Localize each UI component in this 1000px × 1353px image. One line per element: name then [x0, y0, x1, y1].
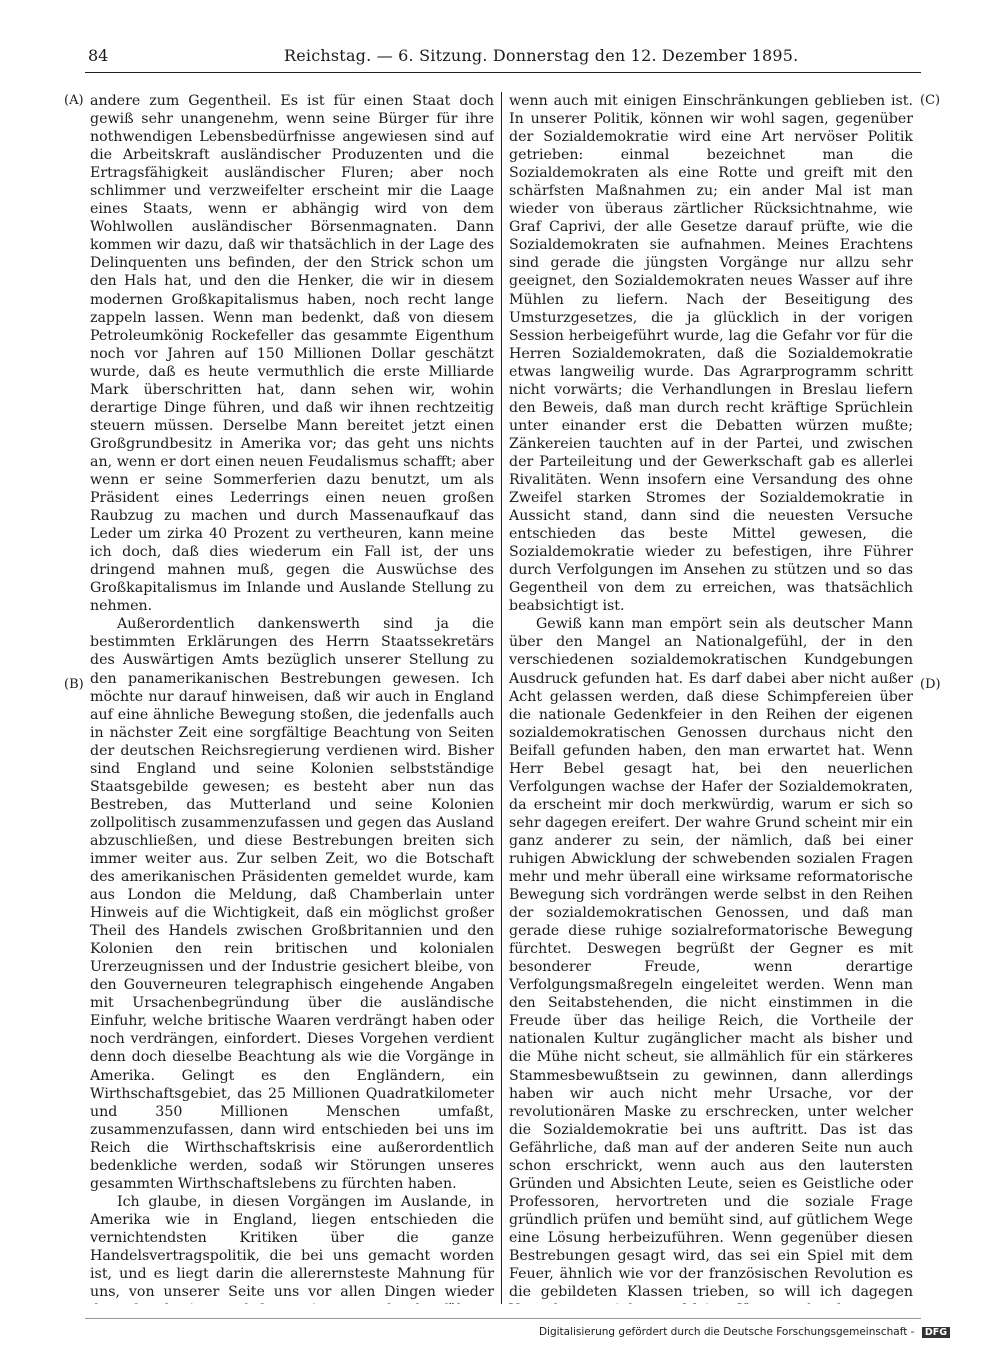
- left-paragraph-2: Außerordentlich dankenswerth sind ja die bestimmten Erklärungen des Herrn Staatssekretärs des Auswärtigen Amts bezüglich unserer Stellung zu den panamerikanischen Bestrebungen gewesen. Ich möchte nur darauf hinweisen, daß wir auch in England auf eine ähnliche Bewegung stoßen, die jedenfalls auch in nächster Zeit eine sorgfältige Beachtung von Seiten der deutschen Reichsregierung verdienen wird. Bisher sind England und seine Kolonien selbstständige Staatsgebilde gewesen; es besteht aber nun das Bestreben, das Mutterland und seine Kolonien zollpolitisch zusammenzufassen und gegen das Ausland abzuschließen, und diese Bestrebungen breiten sich immer weiter aus. Zur selben Zeit, wo die Botschaft des amerikanischen Präsidenten gemeldet wurde, kam aus London die Meldung, daß Chamberlain unter Hinweis auf die Wichtigkeit, daß ein möglichst großer Theil des Handels zwischen Großbritannien und den Kolonien den rein britischen und kolonialen Urerzeugnissen und der Industrie gesichert bleibe, von den Gouverneuren telegraphisch eingehende Angaben mit Ursachenbegründung über die ausländische Einfuhr, welche britische Waaren verdrängt haben oder noch verdrängen, einfordert. Dieses Vorgehen verdient denn doch dieselbe Beachtung als wie die Vorgänge in Amerika. Gelingt es den Engländern, ein Wirthschaftsgebiet, das 25 Millionen Quadratkilometer und 350 Millionen Menschen umfaßt, zusammenzufassen, dann wird entschieden bei uns im Reich die Wirthschaftskrisis eine außerordentlich bedenkliche werden, sodaß wir Störungen unseres gesammten Wirthschaftslebens zu fürchten haben.: [90, 616, 494, 1192]
- right-paragraph-2: Gewiß kann man empört sein als deutscher Mann über den Mangel an Nationalgefühl, der in den verschiedenen sozialdemokratischen Kundgebungen Ausdruck gefunden hat. Es darf dabei aber nicht außer Acht gelassen werden, daß diese Schimpfereien über die nationale Gedenkfeier in den Reihen der eigenen sozialdemokratischen Genossen durchaus nicht den Beifall gefunden haben, den man erwartet hat. Wenn Herr Bebel gesagt hat, bei den neuerlichen Verfolgungen wachse der Hafer der Sozialdemokraten, da erscheint mir doch merkwürdig, warum er sich so sehr dagegen ereifert. Der wahre Grund scheint mir ein ganz anderer zu sein, der nämlich, daß bei einer ruhigen Abwicklung der schwebenden sozialen Fragen mehr und mehr überall eine wirksame reformatorische Bewegung sich vordrängen werde selbst in den Reihen der sozialdemokratischen Genossen, und daß man gerade diese ruhige sozialreformatorische Bewegung fürchtet. Deswegen begrüßt der Gegner es mit besonderer Freude, wenn derartige Verfolgungsmaßregeln eingeleitet werden. Wenn man den Seitabstehenden, die nicht einstimmen in die Freude über das heilige Reich, die Vortheile der nationalen Kultur zugänglicher macht als bisher und die Mühe nicht scheut, sie allmählich für ein stärkeres Stammesbewußtsein zu gewinnen, dann allerdings haben wir auch nicht mehr Ursache, vor der revolutionären Maske zu erschrecken, unter welcher die Sozialdemokratie bei uns auftritt. Das ist das Gefährliche, daß man auf der anderen Seite nun auch schon erschrickt, wenn auch aus den lautersten Gründen und Absichten Leute, seien es Geistliche oder Professoren, hervortreten und die soziale Frage gründlich prüfen und bemüht sind, auf gütlichem Wege eine Lösung herbeizuführen. Wenn gegenüber diesen Bestrebungen gesagt wird, das sei ein Spiel mit dem Feuer, ähnlich wie vor der französischen Revolution es die gebildeten Klassen trieben, so will ich dagegen: [509, 616, 913, 1301]
- margin-mark-c: (C): [920, 93, 941, 108]
- footer-rule: [85, 1318, 921, 1319]
- right-column: [509, 92, 913, 1304]
- margin-mark-a: (A): [64, 93, 84, 108]
- margin-mark-d: (D): [920, 677, 941, 692]
- footer-credit-text: Digitalisierung gefördert durch die Deutsche Forschungsgemeinschaft -: [538, 1326, 915, 1338]
- left-column: [90, 92, 494, 1304]
- right-paragraph-1: wenn auch mit einigen Einschränkungen geblieben ist. In unserer Politik, können wir wohl sagen, gegenüber der Sozialdemokratie wird eine Art nervöser Politik getrieben: einmal bezeichnet man die Sozialdemokraten als eine Rotte und greift mit den schärfsten Maßnahmen zu; ein ander Mal ist man wieder von überaus zärtlicher Rücksichtnahme, wie Graf Caprivi, der alle Gesetze darauf prüfte, wie die Sozialdemokraten sie aufnahmen. Meines Erachtens sind gerade die jüngsten Vorgänge nur allzu sehr geeignet, den Sozialdemokraten neues Wasser auf ihre Mühlen zu liefern. Nach der Beseitigung des Umsturzgesetzes, die ja glücklich in der vorigen Session herbeigeführt wurde, lag die Gefahr vor für die Herren Sozialdemokraten, daß die Sozialdemokratie etwas langweilig wurde. Das Agrarprogramm schritt nicht vorwärts; die Verhandlungen in Breslau liefern den Beweis, daß man durch recht kräftige Sprüchlein unter einander erst die Debatten würzen mußte; Zänkereien tauchten auf in der Partei, und zwischen der Parteileitung und der Gewerkschaft gab es allerlei Rivalitäten. Wenn insofern eine Versandung des ohne Zweifel starken Stromes der Sozialdemokratie in Aussicht stand, dann sind die neuesten Versuche entschieden das beste Mittel gewesen, die Sozialdemokratie wieder zu befestigen, ihre Führer durch Verfolgungen im Ansehen zu stützen und so das Gegentheil von dem zu erreichen, was thatsächlich beabsichtigt ist.: [509, 93, 913, 615]
- page-number: 84: [88, 46, 109, 65]
- margin-mark-b: (B): [64, 677, 84, 692]
- dfg-logo: DFG: [922, 1327, 950, 1338]
- left-paragraph-1: andere zum Gegentheil. Es ist für einen Staat doch gewiß sehr unangenehm, wenn seine Bürger für ihre nothwendigen Lebensbedürfnisse angewiesen sind auf die Arbeitskraft ausländischer Produzenten und die Ertragsfähigkeit ausländischer Fluren; aber noch schlimmer und verzweifelter erscheint mir die Laage eines Staats, wenn er abhängig wird von dem Wohlwollen ausländischer Börsenmagnaten. Dann kommen wir dazu, daß wir thatsächlich in der Lage des Delinquenten uns befinden, der den Strick schon um den Hals hat, und den die Henker, die wir in diesem modernen Großkapitalismus haben, noch recht lange zappeln lassen. Wenn man bedenkt, daß von diesem Petroleumkönig Rockefeller das gesammte Eigenthum noch vor Jahren auf 150 Millionen Dollar geschätzt wurde, daß es heute vermuthlich die erste Milliarde Mark überschritten hat, dann sehen wir, wohin derartige Dinge führen, und daß wir ihnen rechtzeitig steuern müssen. Derselbe Mann bereitet jetzt einen Großgrundbesitz in Amerika vor; das geht uns nichts an, wenn er dort einen neuen Feudalismus schafft; aber wenn er seine Sommerferien dazu benutzt, um als Präsident eines Lederrings einen neuen großen Raubzug zu machen und durch Massenaufkauf das Leder um zirka 40 Prozent zu vertheuren, kann meine ich doch, daß dies wiederum ein Fall ist, der uns dringend mahnen muß, gegen die Auswüchse des Großkapitalismus im Inlande und Auslande Stellung zu nehmen.: [90, 93, 494, 615]
- page-header: [88, 46, 918, 68]
- footer-credit: [539, 1326, 950, 1338]
- header-rule: [85, 72, 921, 73]
- left-paragraph-3: Ich glaube, in diesen Vorgängen im Auslande, in Amerika wie in England, liegen entschieden die vernichtendsten Kritiken über die ganze Handelsvertragspolitik, die bei uns gemacht worden ist, und es liegt darin die allerernsteste Mahnung für uns, von unserer Seite uns vor allen Dingen wieder: [90, 1193, 494, 1301]
- running-title: Reichstag. — 6. Sitzung. Donnerstag den 12. Dezember 1895.: [284, 46, 799, 65]
- column-divider: [501, 92, 502, 1304]
